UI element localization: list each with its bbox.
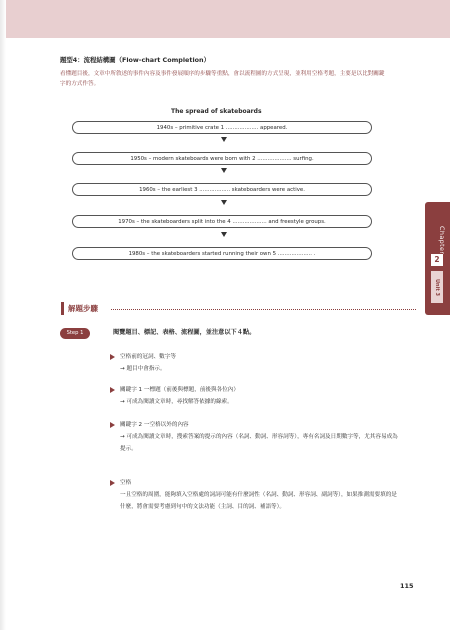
flowchart-box: 1980s – the skateboarders started running their own 5 .................... . [72,247,372,260]
bullet-arrow-icon [110,387,115,393]
section-bar [61,302,64,315]
bullet-title: 空格前的冠詞、數字等 [120,354,176,360]
page-edge-shadow [0,0,6,630]
flowchart-box: 1940s – primitive crate 1 ................... appeared. [72,121,372,134]
chapter-tab [425,202,450,315]
top-color-band [0,0,450,38]
bullet-arrow-icon [110,422,115,428]
chapter-unit: Unit 3 [431,271,443,303]
bullet-body: → 可成為閱讀文章時，尋找解答依據的線索。 [120,399,233,405]
bullet-title: 關鍵字 2 一空格以外的內容 [120,422,189,428]
bullet-arrow-icon [110,480,115,486]
bullet-body: → 題目中會指示。 [120,366,166,372]
section-title: 解題步驟 [68,304,98,313]
flowchart-box: 1950s – modern skateboards were born with 2 .................... surfing. [72,152,372,165]
bullet-arrow-icon [110,354,115,360]
chapter-word: Chapter [438,225,446,255]
section-divider [111,309,416,310]
flowchart-title: The spread of skateboards [171,108,262,115]
section-header [61,302,416,316]
page-number: 115 [400,582,414,590]
bullet-title: 關鍵字 1 一標題（前後與標題，前後與各位內） [120,387,239,393]
flow-arrow-down-icon [221,137,227,142]
flowchart-box: 1960s – the earliest 3 .................. skateboarders were active. [72,183,372,196]
flow-arrow-down-icon [221,232,227,237]
task-title: 題型4：流程結構圖（Flow-chart Completion） [60,56,210,64]
chapter-number: 2 [431,254,443,266]
flowchart-box: 1970s – the skateboarders split into the 4 .................... and freestyle groups. [72,215,372,228]
step-badge: Step 1 [60,328,90,339]
bullet-title: 空格 [120,480,132,486]
flow-arrow-down-icon [221,168,227,173]
bullet-body: → 可成為閱讀文章時，搜索答案的提示的內容（名詞、動詞、形容詞等），專有名詞及日期數字等，尤其容易成為提示。 [120,434,398,452]
bullet-body: 一且空格的周圍，能夠填入空格處的詞詞可能有什麼詞性（名詞、動詞、形容詞、副詞等），如果推測需要填的是什麼，將會需要考慮到句中的文法功能（主詞、目的詞、補語等）。 [120,492,397,510]
flow-arrow-down-icon [221,200,227,205]
task-instructions: 看懂題目後，文章中所敘述的事件內容及事件發展順序的步驟等重點，會以流程圖的方式呈現，並利用空格考題，主要是以比對關鍵字的方式作答。 [60,71,385,87]
step-description: 閱覽題目、標記、表格、流程圖，並注意以下４點。 [113,329,256,336]
